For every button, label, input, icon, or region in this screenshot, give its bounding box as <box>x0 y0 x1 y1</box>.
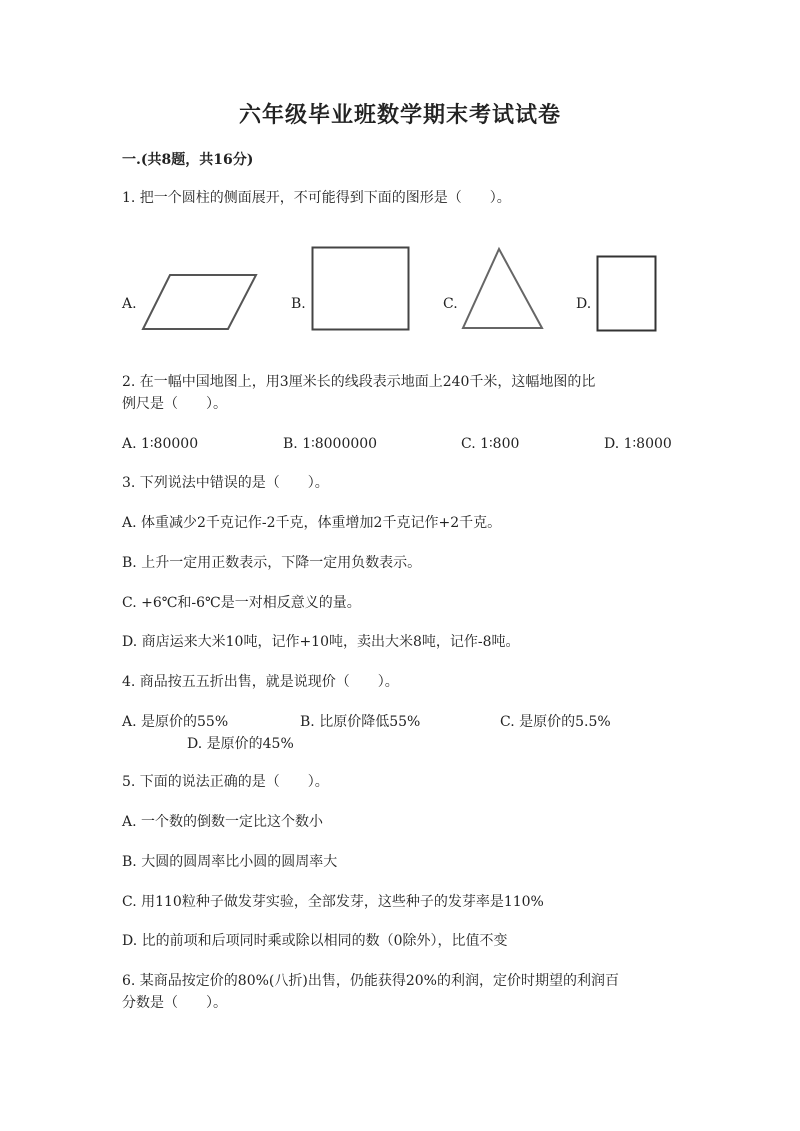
question-6-line-1: 6. 某商品按定价的80%(八折)出售，仍能获得20%的利润，定价时期望的利润百 <box>122 973 619 989</box>
question-6-line-2: 分数是（ ）。 <box>122 995 227 1011</box>
rectangle-tall-shape <box>596 255 658 333</box>
question-4: 4. 商品按五五折出售，就是说现价（ ）。 <box>122 674 399 690</box>
q2-option-d: D. 1∶8000 <box>604 436 672 452</box>
q3-option-a: A. 体重减少2千克记作-2千克，体重增加2千克记作+2千克。 <box>122 515 502 531</box>
question-2-line-2: 例尺是（ ）。 <box>122 396 227 412</box>
q5-option-a: A. 一个数的倒数一定比这个数小 <box>122 814 324 830</box>
triangle-shape <box>460 246 546 332</box>
q2-option-a: A. 1∶80000 <box>122 436 199 452</box>
question-2-line-1: 2. 在一幅中国地图上，用3厘米长的线段表示地面上240千米，这幅地图的比 <box>122 374 596 390</box>
q4-option-c: C. 是原价的5.5% <box>500 714 611 730</box>
q4-option-a: A. 是原价的55% <box>122 714 229 730</box>
q3-option-c: C. +6℃和-6℃是一对相反意义的量。 <box>122 595 361 611</box>
question-5: 5. 下面的说法正确的是（ ）。 <box>122 774 329 790</box>
q3-option-b: B. 上升一定用正数表示，下降一定用负数表示。 <box>122 555 422 571</box>
q5-option-d: D. 比的前项和后项同时乘或除以相同的数（0除外），比值不变 <box>122 933 508 949</box>
q1-option-c-label: C. <box>443 296 458 312</box>
q4-option-d: D. 是原价的45% <box>187 736 294 752</box>
q4-option-b: B. 比原价降低55% <box>300 714 421 730</box>
question-1: 1. 把一个圆柱的侧面展开，不可能得到下面的图形是（ ）。 <box>122 190 511 206</box>
q1-option-b-label: B. <box>291 296 306 312</box>
q2-option-c: C. 1∶800 <box>461 436 520 452</box>
q3-option-d: D. 商店运来大米10吨，记作+10吨，卖出大米8吨，记作-8吨。 <box>122 634 520 650</box>
q5-option-b: B. 大圆的圆周率比小圆的圆周率大 <box>122 854 338 870</box>
parallelogram-shape <box>140 272 260 332</box>
q5-option-c: C. 用110粒种子做发芽实验，全部发芽，这些种子的发芽率是110% <box>122 894 544 910</box>
section-heading: 一.(共8题，共16分) <box>122 152 254 168</box>
q2-option-b: B. 1∶8000000 <box>283 436 378 452</box>
q1-option-d-label: D. <box>576 296 592 312</box>
rectangle-wide-shape <box>311 246 411 332</box>
question-3: 3. 下列说法中错误的是（ ）。 <box>122 475 329 491</box>
page-title: 六年级毕业班数学期末考试试卷 <box>238 102 561 128</box>
q1-option-a-label: A. <box>122 296 137 312</box>
